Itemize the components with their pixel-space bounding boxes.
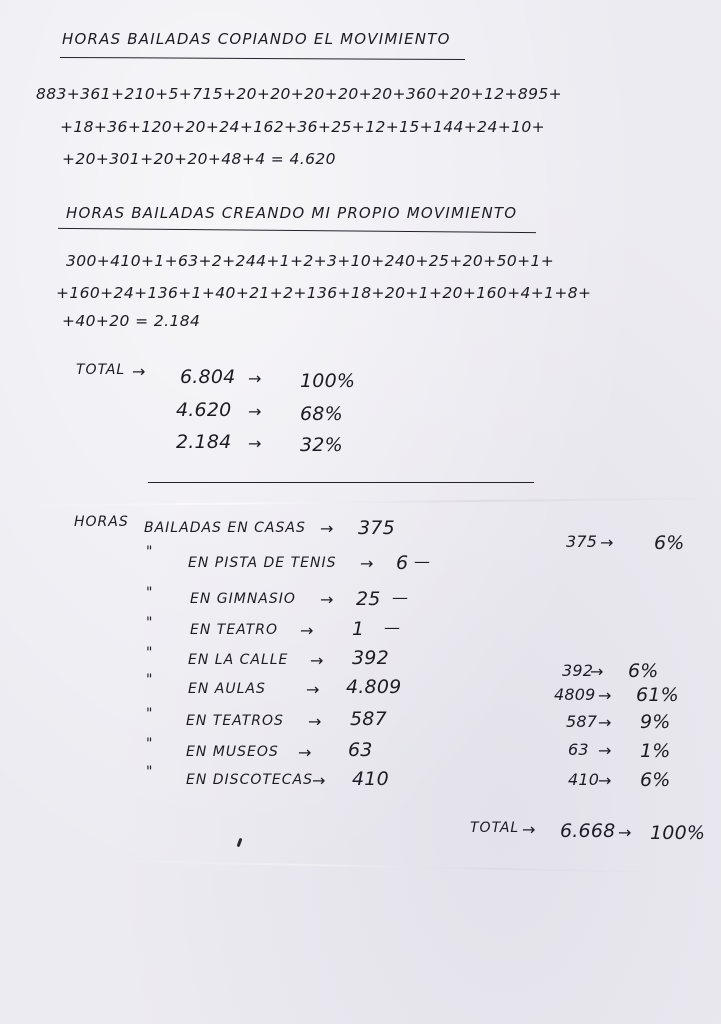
place-row-value: 392 [352,647,389,669]
paper-crease [0,497,721,507]
place-row-arrow: → [310,651,324,670]
pct-value: 63 [568,740,589,759]
place-row-arrow: → [308,712,322,731]
place-row-arrow: → [360,554,374,573]
grand-total-arrow: → [522,820,536,839]
pct-arrow: → [598,713,612,732]
ditto-mark: " [146,544,153,560]
place-row-label: EN MUSEOS [186,744,279,760]
total-value-1: 6.804 [180,366,236,388]
total-value-3: 2.184 [176,431,232,453]
pct-arrow: → [598,741,612,760]
ditto-mark: " [146,672,153,688]
place-row-dash: — [384,618,401,637]
section-1-underline [60,57,465,60]
ditto-mark: " [146,706,153,722]
pct-percent: 61% [636,684,679,706]
place-row-label: EN DISCOTECAS [186,772,313,788]
section-1-line-2: +18+36+120+20+24+162+36+25+12+15+144+24+10+ [60,118,546,136]
grand-total-percent: 100% [650,822,706,844]
section-2-line-2: +160+24+136+1+40+21+2+136+18+20+1+20+160+4+1+8+ [56,284,592,302]
place-row-dash: — [414,552,431,571]
place-row-value: 410 [352,768,389,790]
total-percent-1: 100% [300,370,356,392]
stray-pen-mark [237,838,243,847]
paper-crease [120,860,680,874]
section-2-line-3: +40+20 = 2.184 [62,312,201,330]
total-percent-2: 68% [300,403,343,425]
ditto-mark: " [146,764,153,780]
pct-value: 392 [562,661,594,680]
totals-label-arrow: → [132,362,146,381]
pct-percent: 6% [640,769,671,791]
pct-arrow: → [590,662,604,681]
pct-percent: 9% [640,711,671,733]
pct-percent: 6% [654,532,685,554]
total-arrow-2: → [248,402,262,421]
place-row-label: EN PISTA DE TENIS [188,555,337,571]
section-divider [148,482,534,483]
total-value-2: 4.620 [176,399,232,421]
grand-total-value: 6.668 [560,820,616,842]
pct-value: 375 [566,532,598,551]
pct-percent: 1% [640,740,671,762]
place-row-arrow: → [298,743,312,762]
place-row-value: 25 [356,588,381,610]
pct-value: 410 [568,770,600,789]
place-row-label: BAILADAS EN CASAS [144,520,306,536]
total-arrow-1: → [248,369,262,388]
place-row-value: 4.809 [346,676,402,698]
section-2-line-1: 300+410+1+63+2+244+1+2+3+10+240+25+20+50+1+ [66,252,555,270]
place-row-dash: — [392,588,409,607]
place-row-arrow: → [300,621,314,640]
ditto-mark: " [146,645,153,661]
pct-value: 4809 [554,685,596,704]
place-row-label: EN AULAS [188,681,266,697]
total-arrow-3: → [248,434,262,453]
pct-value: 587 [566,712,598,731]
place-row-value: 63 [348,739,373,761]
place-row-label: EN TEATRO [190,622,279,638]
ditto-mark: " [146,615,153,631]
place-row-label: EN LA CALLE [188,652,289,668]
place-row-label: EN TEATROS [186,713,284,729]
grand-total-arrow-2: → [618,823,632,842]
place-row-arrow: → [306,680,320,699]
totals-label: TOTAL [76,362,126,378]
place-row-arrow: → [312,771,326,790]
section-1-line-1: 883+361+210+5+715+20+20+20+20+20+360+20+12+895+ [36,85,563,103]
pct-arrow: → [600,533,614,552]
pct-percent: 6% [628,660,659,682]
section-1-line-3: +20+301+20+20+48+4 = 4.620 [62,150,336,168]
pct-arrow: → [598,686,612,705]
place-row-value: 587 [350,708,387,730]
pct-arrow: → [598,771,612,790]
section-2-underline [58,228,536,233]
place-row-value: 6 [396,552,409,574]
place-row-label: EN GIMNASIO [190,591,296,607]
total-percent-3: 32% [300,434,343,456]
place-row-arrow: → [320,590,334,609]
ditto-mark: " [146,585,153,601]
place-row-value: 1 [352,618,365,640]
ditto-mark: " [146,736,153,752]
place-row-value: 375 [358,517,395,539]
grand-total-label: TOTAL [470,820,520,836]
section-2-title: HORAS BAILADAS CREANDO MI PROPIO MOVIMIENTO [66,204,518,222]
section-1-title: HORAS BAILADAS COPIANDO EL MOVIMIENTO [62,30,451,48]
place-row-arrow: → [320,519,334,538]
section-3-title-prefix: HORAS [74,514,129,530]
